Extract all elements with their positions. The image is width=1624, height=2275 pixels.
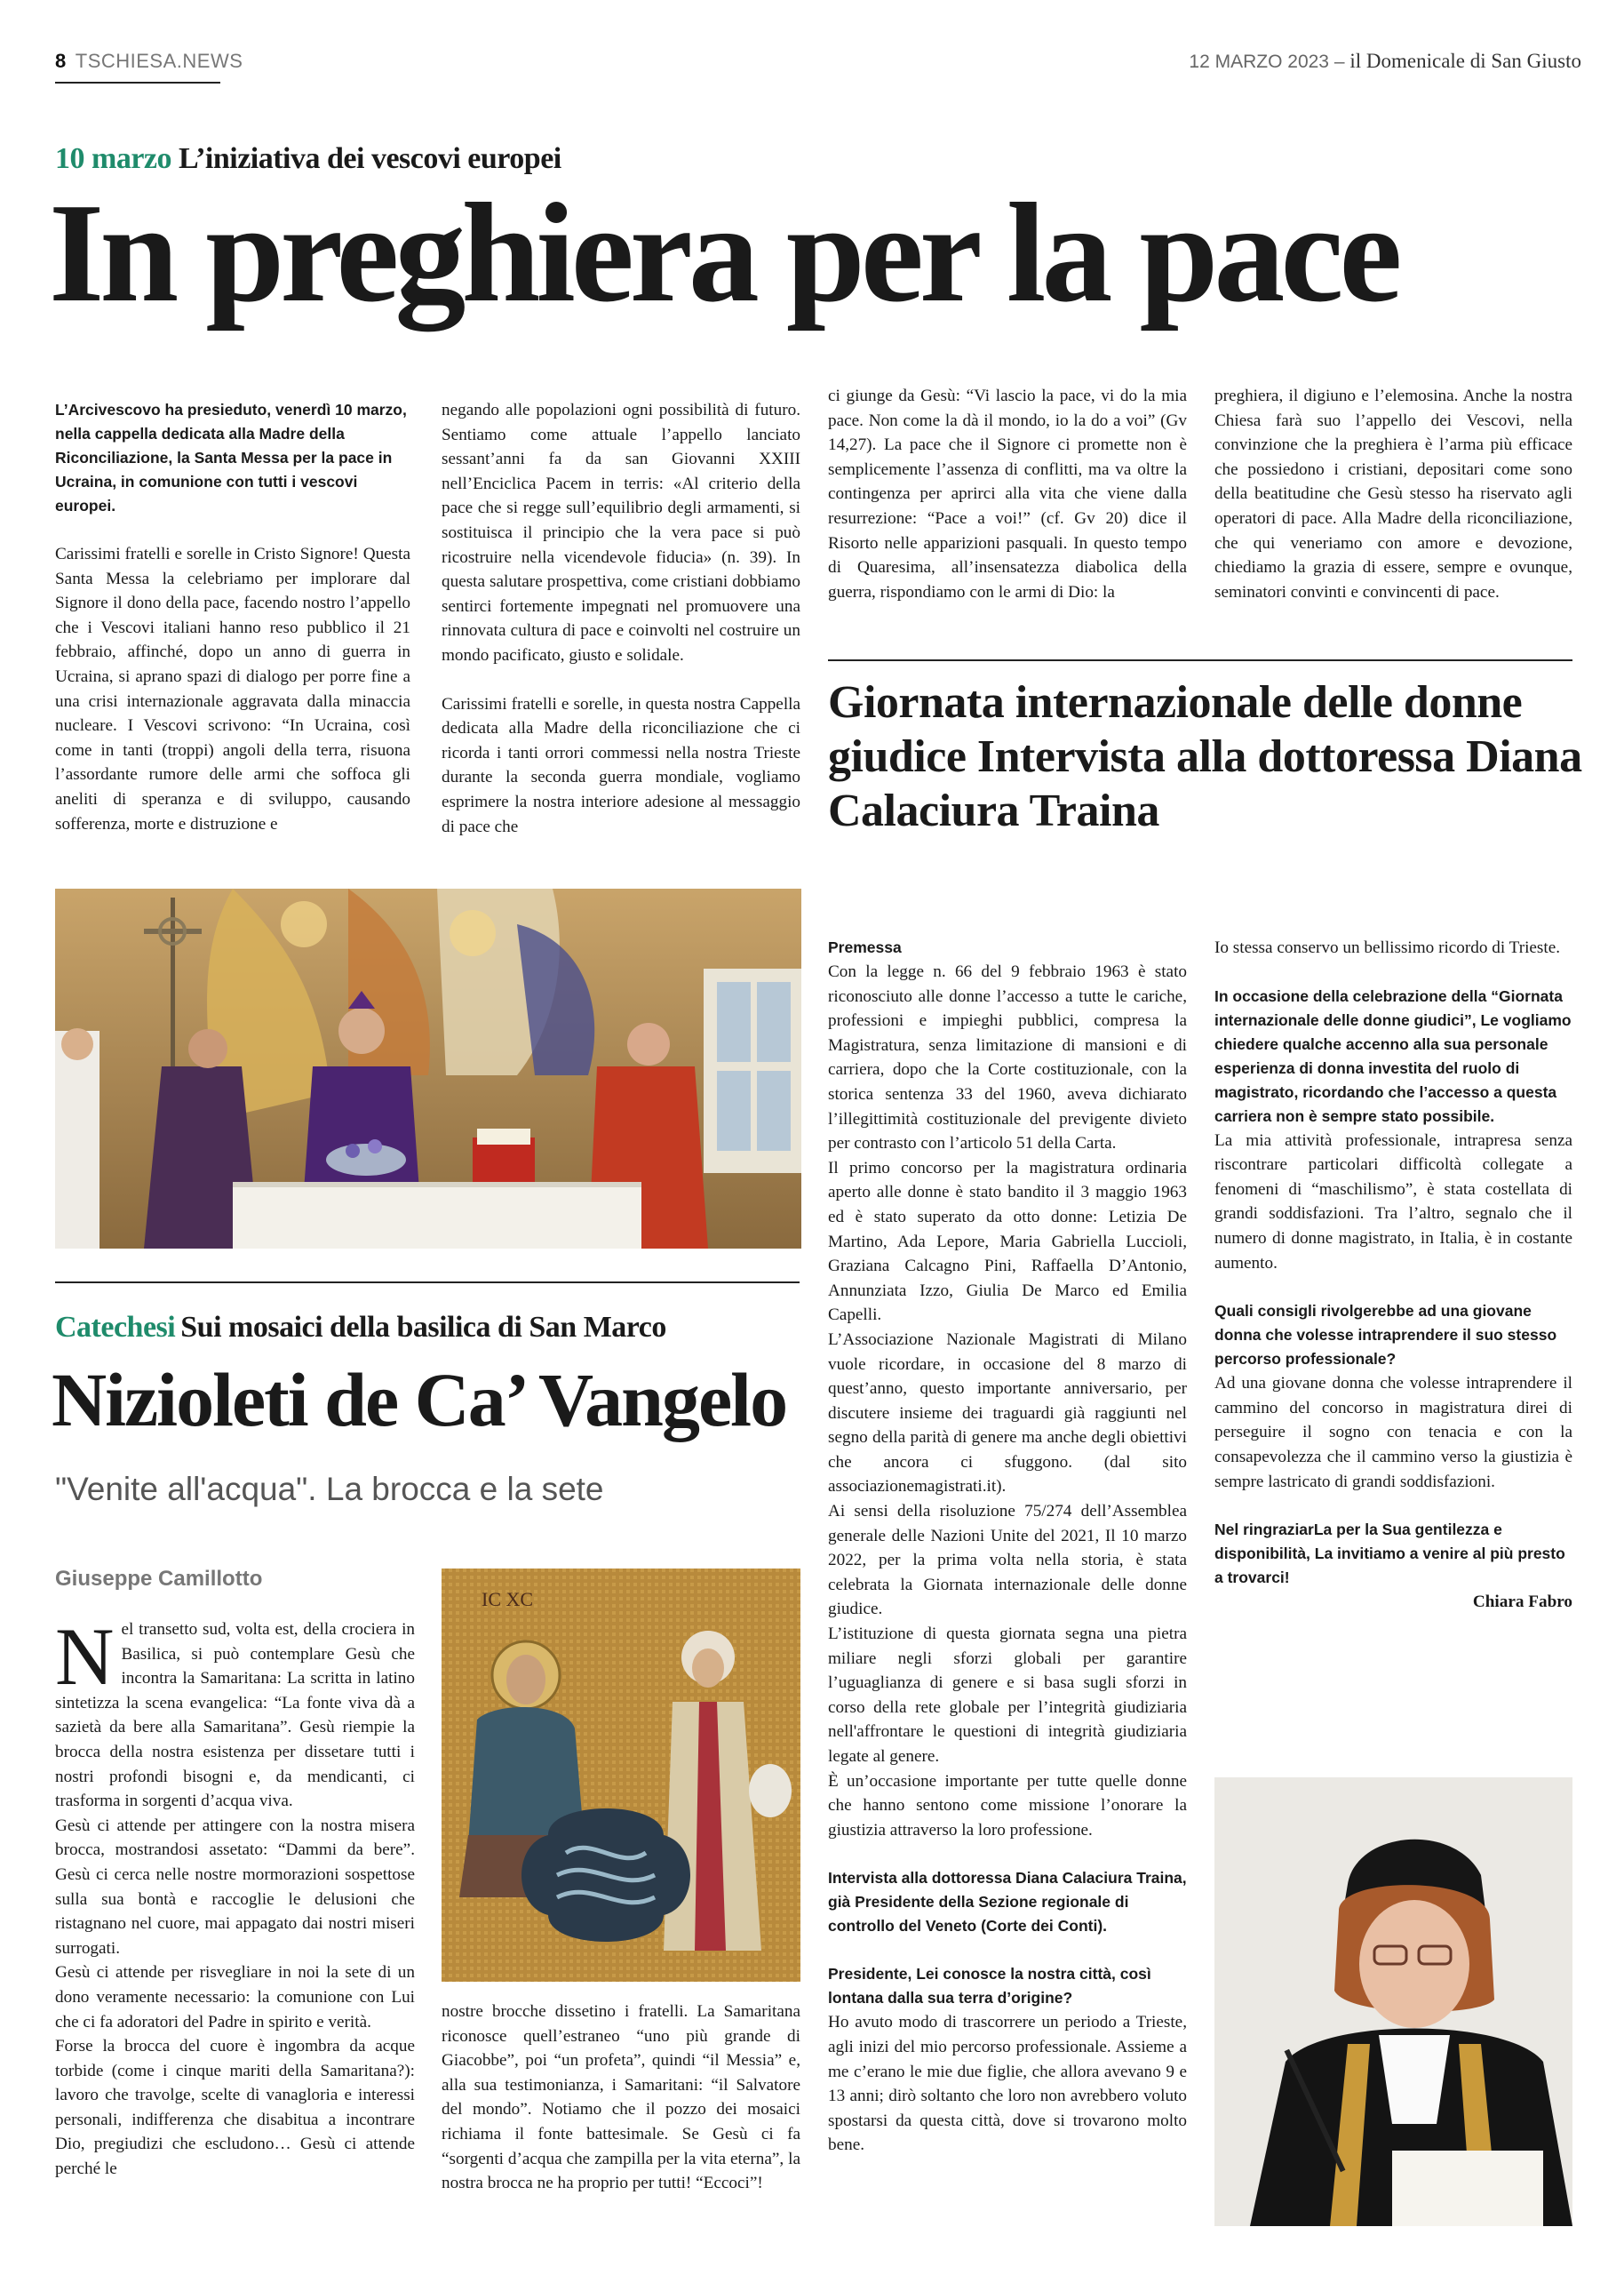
article2-q2: In occasione della celebrazione della “Giornata internazionale delle donne giudici”, Le vogliamo chiedere qualche accenno alla sua personale esperienza di donna investita del ruolo di magistrato, ricordando che l’accesso a questa carriera non è sempre stato possibile. [1214,986,1572,1125]
article2-p5: L’istituzione di questa giornata segna una pietra miliare negli sforzi globali per garantire l’uguaglianza di genere e si basa sugli sforzi in corso della rete globale per l’integrità giudiziaria nell'affrontare le questioni di integrità giudiziaria legate al genere. [828,1624,1187,1766]
section-name: TSCHIESA.NEWS [75,50,243,72]
article2-title: Giornata internazionale delle donne giudice Intervista alla dottoressa Diana Calaciura Traina [828,677,1582,836]
article1-body-1: Carissimi fratelli e sorelle in Cristo Signore! Questa Santa Messa la celebriamo per implorare dal Signore il dono della pace, facendo nostro l’appello che i Vescovi italiani hanno reso pubblico il 21 febbraio, affinché, dopo un anno di guerra in Ucraina, si aprano spazi di dialogo per porre fine a una crisi internazionale aggravata dalla minaccia nucleare. I Vescovi scrivono: “In Ucraina, così come in tanti (troppi) angoli della terra, risuona l’assordante rumore delle armi che soffoca gli aneliti di speranza e di sviluppo, causando sofferenza, morte e distruzione e [55,545,410,834]
article2-col2 [1214,936,1572,1615]
article2-p2: Il primo concorso per la magistratura ordinaria aperto alle donne è stato bandito il 3 maggio 1963 ed è stato superato da otto donne: Letizia De Martino, Ada Lepore, Maria Gabriella Luccioli, Graziana Calcagno Pini, Raffaella D’Antonio, Annunziata Izzo, Giulia De Marco ed Emilia Capelli. [828,1158,1187,1325]
article1-body-3: Carissimi fratelli e sorelle, in questa nostra Cappella dedicata alla Madre della riconciliazione che ci ricorda i tanti orrori commessi nella nostra Trieste durante la seconda guerra mondiale, vogliamo esprimere la nostra interiore adesione al messaggio di pace che [442,694,800,836]
article3-col2-text: nostre brocche dissetino i fratelli. La Samaritana riconosce quell’estraneo “uno più grande di Giacobbe”, poi “un profeta”, quindi “il Messia” e, alla sua testimonianza, i Samaritani: “il Salvatore del mondo”. Notiamo che il pozzo dei mosaici richiama il fonte battesimale. Se Gesù ci fa “sorgenti d’acqua che zampilla per la vita eterna”, la nostra brocca ne ha proprio per tutti! “Eccoci”! [442,2002,800,2193]
article2-p3: L’Associazione Nazionale Magistrati di Milano vuole ricordare, in occasione del 8 marzo di quest’anno, questo importante anniversario, per discutere insieme dei traguardi già raggiunti nel segno della parità di genere ma anche degli obiettivi che ancora ci sfuggono. (dal sito associazionemagistrati.it). [828,1329,1187,1497]
article2-p1: Con la legge n. 66 del 9 febbraio 1963 è stato riconosciuto alle donne l’accesso a tutte le cariche, professioni e impieghi pubblici, compresa la Magistratura, senza limitazione di mansioni e di carriera, dopo che la Corte costituzionale, con la storica sentenza 33 del 1960, aveva dichiarato l’illegittimità costituzionale del previgente divieto per contrasto con l’articolo 51 della Carta. [828,962,1187,1153]
article1-body-4: ci giunge da Gesù: “Vi lascio la pace, vi do la mia pace. Non come la dà il mondo, io la do a voi” (Gv 14,27). La pace che il Signore ci promette non è semplicemente l’assenza di conflitti, ma va oltre la contingenza per aprirci alla vita che viene dalla resurrezione: “Pace a voi!” (cf. Gv 20) dice il Risorto nelle apparizioni pasquali. In questo tempo di Quaresima, all’insensatezza diabolica della guerra, rispondiamo con le armi di Dio: la [828,387,1187,602]
page-header-right [1189,50,1581,73]
article2-a1-cont: Io stessa conservo un bellissimo ricordo di Trieste. [1214,938,1561,957]
article1-col2 [442,398,800,839]
judge-photo [1214,1777,1572,2226]
article2-q1: Presidente, Lei conosce la nostra città, così lontana dalla sua terra d’origine? [828,1965,1151,2008]
article3-p1: el transetto sud, volta est, della crociera in Basilica, si può contemplare Gesù che incontra la Samaritana: La scritta in latino sintetizza la scena evangelica: “La fonte viva dà a sazietà da bere alla Samaritana”. Gesù riempie la brocca della nostra esistenza per dissetare tutti i nostri profondi bisogni e, da mendicanti, ci trasforma in sorgenti d’acqua viva. [55,1620,415,1811]
article2-col1 [828,936,1187,2158]
article1-body-2: negando alle popolazioni ogni possibilità di futuro. Sentiamo come attuale l’appello lanciato sessant’anni fa da san Giovanni XXIII nell’Enciclica Pacem in terris: «Al criterio della pace che si regge sull’equilibrio degli armamenti, si sostituisca il principio che la vera pace si può ricostruire nella vicendevole fiducia» (n. 39). In questa salutare prospettiva, come cristiani dobbiamo sentirci fortemente impegnati nel promuovere una rinnovata cultura di pace e coinvolti nel costruire un mondo pacificato, giusto e solidale. [442,401,800,665]
article2-p6: È un’occasione importante per tutte quelle donne che hanno sentono come missione l’onorare la giustizia attraverso la loro professione. [828,1771,1187,1840]
article2-premessa-label: Premessa [828,938,902,956]
page-number: 8 [55,50,67,72]
page-header-left [55,50,243,73]
header-rule [55,82,220,84]
paper-name: il Domenicale di San Giusto [1349,50,1581,72]
article3-author: Giuseppe Camillotto [55,1567,263,1591]
article2-signature: Chiara Fabro [1472,1592,1572,1612]
article1-col4 [1214,384,1572,604]
article2-q3: Quali consigli rivolgerebbe ad una giovane donna che volesse intraprendere il suo stesso percorso professionale? [1214,1302,1557,1369]
article3-title: Nizioleti de Ca’ Vangelo [52,1357,787,1442]
mosaic-inscription: IC XC [482,1588,534,1610]
article1-body-5: preghiera, il digiuno e l’elemosina. Anche la nostra Chiesa farà suo l’appello dei Vescovi, nella convinzione che la preghiera è l’arma più efficace che possiedono i cristiani, depositari come sono della beatitudine che Gesù stesso ha riservato agli operatori di pace. Alla Madre della riconciliazione, che qui veneriamo con amore e devozione, chiediamo la grazia di essere, sempre e ovunque, seminatori convinti e convincenti di pace. [1214,387,1572,602]
article1-kicker [55,142,561,176]
article3-subtitle: "Venite all'acqua". La brocca e la sete [55,1471,604,1507]
article3-kicker-text: Sui mosaici della basilica di San Marco [180,1311,666,1344]
mass-photo [55,889,801,1249]
article2-a3: Ad una giovane donna che volesse intraprendere il cammino del concorso in magistratura direi di perseguire il sogno con tenacia e con la consapevolezza che il cammino verso la giustizia è sempre lastricato di grandi soddisfazioni. [1214,1374,1572,1491]
article3-col1 [55,1611,415,2182]
article3-p2: Gesù ci attende per attingere con la nostra misera brocca, mostrandosi assetato: “Dammi da bere”. Gesù ci cerca nelle nostre mormorazioni sospettose sulla sua bontà e raccoglie le delusioni che ristagnano nel cuore, mai appagato dai nostri miseri surrogati. [55,1816,415,1958]
article2-a2: La mia attività professionale, intrapresa senza riscontrare particolari difficoltà collegate a fenomeni di “maschilismo”, è stata costellata di grandi soddisfazioni. Tra l’altro, segnalo che il numero di donne magistrato, in Italia, è in costante aumento. [1214,1130,1572,1273]
article1-col3 [828,384,1187,604]
article3-p4: Forse la brocca del cuore è ingombra da acque torbide (come i cinque mariti della Samaritana?): lavoro che travolge, scelte di vanagloria e interessi personali, indifferenza che disabitua a incontrare Dio, pregiudizi che escludono… Gesù ci attende perché le [55,2037,415,2179]
article3-col2 [442,2000,800,2196]
article1-col1 [55,398,410,836]
issue-date: 12 MARZO 2023 [1189,52,1329,72]
article3-p3: Gesù ci attende per risvegliare in noi la sete di un dono veramente necessario: la comunione con Lui che ci fa adoratori del Padre in spirito e verità. [55,1963,415,2032]
article1-title: In preghiera per la pace [49,173,1398,331]
article1-kicker-text: L’iniziativa dei vescovi europei [179,142,561,175]
header-separator: – [1333,52,1345,72]
article2-p4: Ai sensi della risoluzione 75/274 dell’Assemblea generale delle Nazioni Unite del 2021, Il 10 marzo 2022, per la prima volta nella storia, è stata celebrata la Giornata internazionale delle donne giudice. [828,1502,1187,1619]
mosaic-photo [442,1569,800,1982]
article1-date: 10 marzo [55,142,172,175]
section-divider-2 [55,1281,800,1283]
article1-lead: L’Arcivescovo ha presieduto, venerdì 10 marzo, nella cappella dedicata alla Madre della Riconciliazione, la Santa Messa per la pace in Ucraina, in comunione con tutti i vescovi europei. [55,401,407,515]
article2-a1: Ho avuto modo di trascorrere un periodo a Trieste, agli inizi del mio percorso professionale. Assieme a me c’erano le mie due figlie, che allora avevano 9 e 13 anni; dirò soltanto che loro non avrebbero voluto spostarsi da questa città, dove si trovarono molto bene. [828,2013,1187,2155]
article2-closing: Nel ringraziarLa per la Sua gentilezza e disponibilità, La invitiamo a venire al più presto a trovarci! [1214,1521,1565,1587]
section-divider [828,659,1572,661]
article3-kicker [55,1311,666,1345]
article2-intro: Intervista alla dottoressa Diana Calaciura Traina, già Presidente della Sezione regionale di controllo del Veneto (Corte dei Conti). [828,1869,1187,1936]
dropcap: N [55,1611,115,1702]
article3-tag: Catechesi [55,1311,176,1344]
